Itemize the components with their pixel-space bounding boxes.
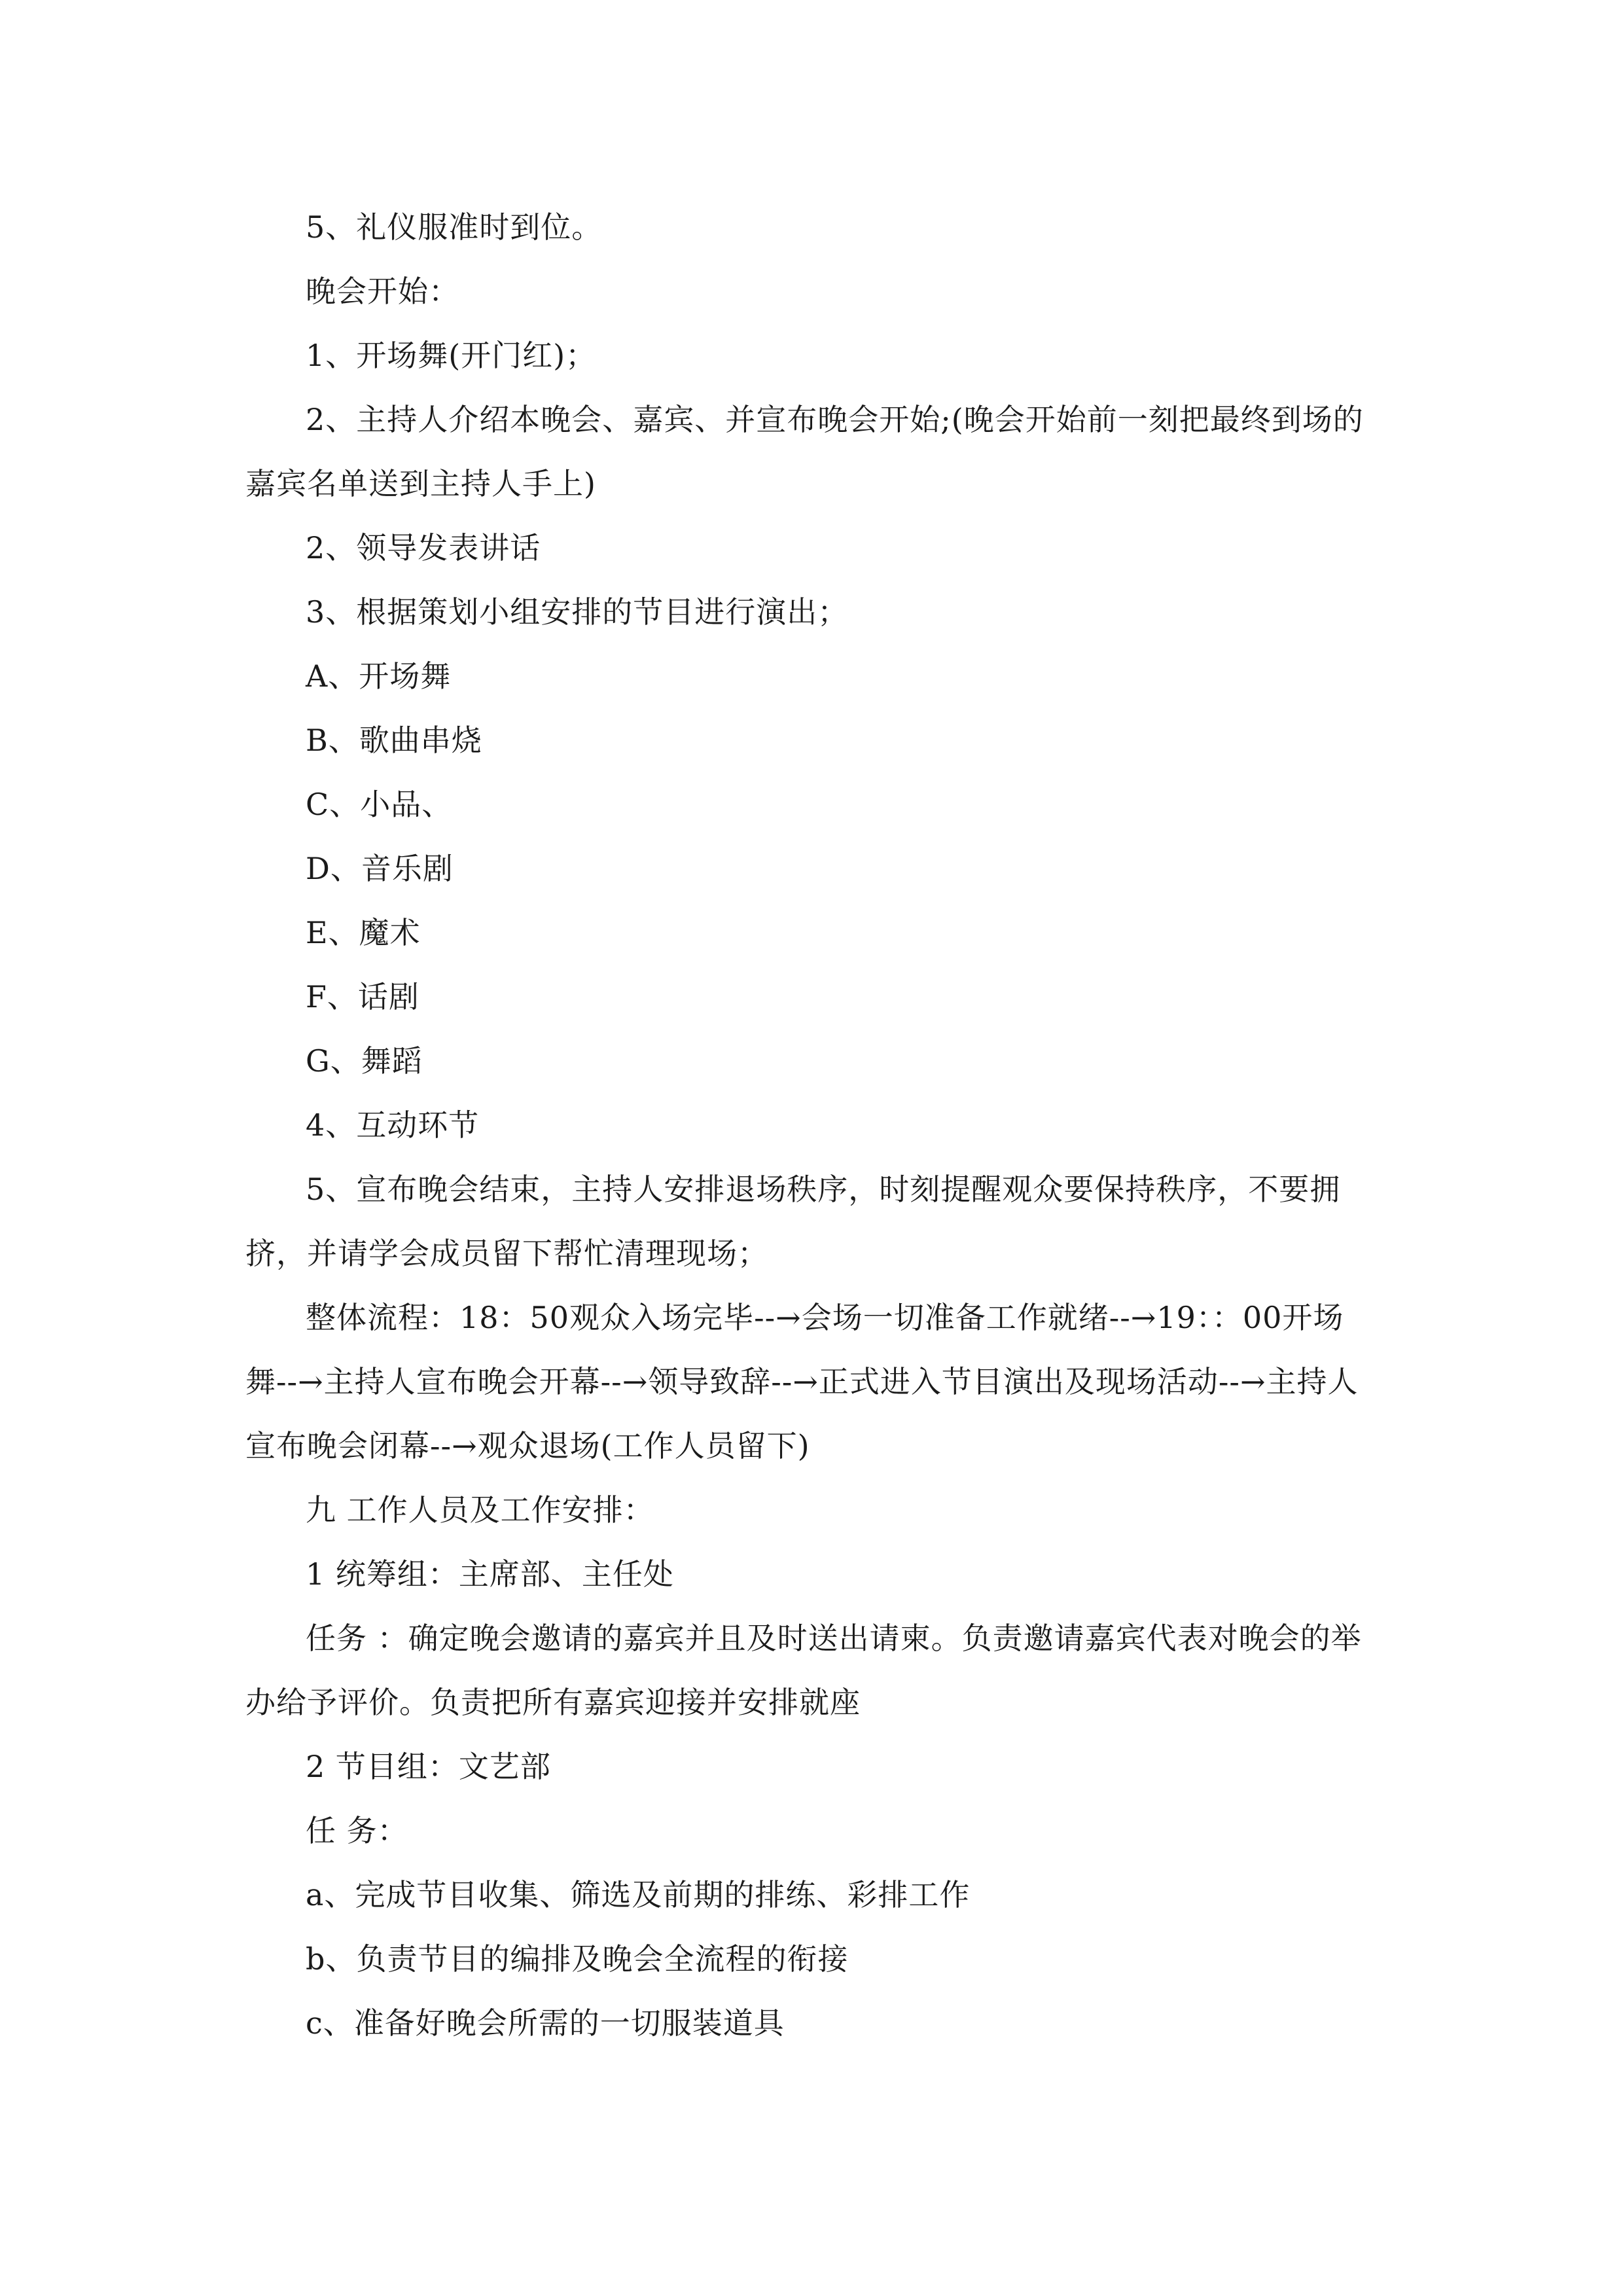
task-item-b: b、负责节目的编排及晚会全流程的衔接	[306, 1941, 849, 1977]
document-page	[245, 195, 1384, 2055]
list-item-a: A、开场舞	[306, 658, 452, 694]
paragraph-performances: 3、根据策划小组安排的节目进行演出；	[306, 594, 849, 630]
list-item-b: B、歌曲串烧	[306, 723, 482, 758]
paragraph-leader-speech: 2、领导发表讲话	[306, 530, 541, 565]
paragraph-coordination-group: 1 统筹组：主席部、主任处	[306, 1556, 674, 1592]
list-item-g: G、舞蹈	[306, 1043, 423, 1079]
paragraph-show-start-heading: 晚会开始：	[306, 274, 459, 309]
paragraph-task-label: 任 务：	[306, 1813, 408, 1848]
paragraph-host-intro: 2、主持人介绍本晚会、嘉宾、并宣布晚会开始;(晚会开始前一刻把最终到场的嘉宾名单送到主持人手上)	[245, 402, 1364, 501]
task-item-c: c、准备好晚会所需的一切服装道具	[306, 2005, 785, 2041]
paragraph-interaction: 4、互动环节	[306, 1107, 480, 1143]
list-item-e: E、魔术	[306, 915, 421, 950]
task-item-a: a、完成节目收集、筛选及前期的排练、彩排工作	[306, 1877, 971, 1912]
paragraph-opening-dance: 1、开场舞(开门红)；	[306, 338, 597, 373]
paragraph-overall-flow: 整体流程：18：50观众入场完毕--→会场一切准备工作就绪--→19：：00开场舞--→主持人宣布晚会开幕--→领导致辞--→正式进入节目演出及现场活动--→主持人宣布晚会闭幕--→观众退场(工作人员留下)	[245, 1300, 1359, 1463]
section-heading-staff: 九 工作人员及工作安排：	[306, 1492, 654, 1528]
list-item-d: D、音乐剧	[306, 851, 454, 886]
paragraph-program-group: 2 节目组：文艺部	[306, 1749, 551, 1784]
list-item-f: F、话剧	[306, 979, 419, 1014]
paragraph-coordination-task: 任务 ：确定晚会邀请的嘉宾并且及时送出请柬。负责邀请嘉宾代表对晚会的举办给予评价。负责把所有嘉宾迎接并安排就座	[245, 1621, 1362, 1720]
list-item-c: C、小品、	[306, 787, 453, 822]
paragraph-ceremony-staff: 5、礼仪服准时到位。	[306, 209, 603, 245]
paragraph-show-end: 5、宣布晚会结束，主持人安排退场秩序，时刻提醒观众要保持秩序，不要拥挤，并请学会成员留下帮忙清理现场；	[245, 1172, 1341, 1271]
